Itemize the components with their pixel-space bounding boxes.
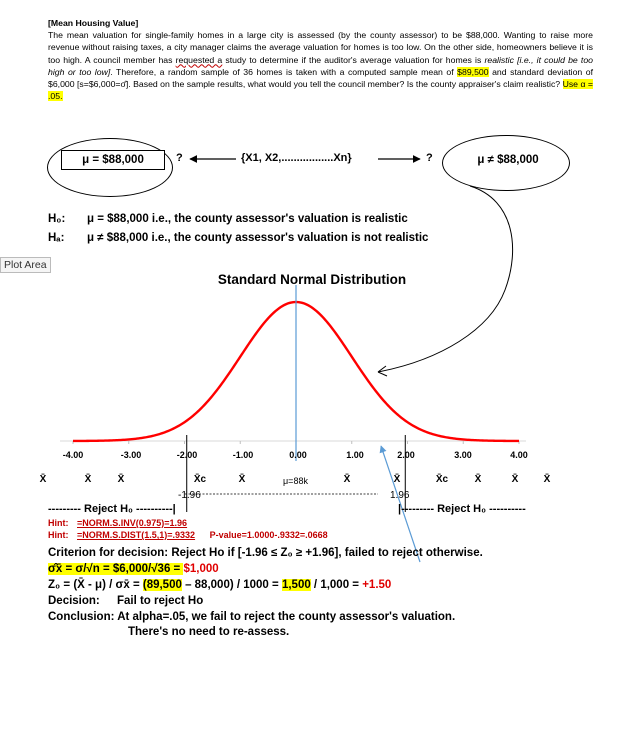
tick-label: -2.00 <box>176 450 198 460</box>
hint-formula-2: =NORM.S.DIST(1.5,1)=.9332 <box>77 530 196 540</box>
se-formula: σ̂x̄ = σ/√n = $6,000/√36 = <box>48 563 184 575</box>
z-diff: 1,500 <box>281 579 311 591</box>
decision-label: Decision: <box>48 595 100 607</box>
neg-critical-label: -1.96 <box>178 490 201 501</box>
problem-text-4: and standard deviation of $6,000 [s=$6,000=σ̂]. Based on the sample results, what would you tell the council member? Is the county appraiser's claim realistic? <box>48 66 593 90</box>
reject-left: --------- Reject H₀ ----------| <box>48 503 176 515</box>
reject-right: |--------- Reject H₀ ---------- <box>398 503 526 515</box>
tick-label: -3.00 <box>120 450 142 460</box>
alt-mu-box: μ ≠ $88,000 <box>477 154 539 166</box>
alpha-highlight: Use α = .05. <box>48 79 593 102</box>
ha-label: Hₐ: <box>48 232 65 244</box>
xbar-c-label: X̄c <box>435 474 449 485</box>
hint-label: Hint: <box>48 530 69 540</box>
hint-formula-1: =NORM.S.INV(0.975)=1.96 <box>77 518 188 528</box>
hint-1 <box>48 518 187 528</box>
curved-arrow <box>378 186 513 372</box>
conclusion-2: There's no need to re-assess. <box>128 626 290 638</box>
right-question: ? <box>426 152 433 164</box>
mu-label: μ=88k <box>283 476 308 486</box>
hint-pvalue: P-value=1.0000-.9332=.0668 <box>209 530 328 540</box>
z-formula: Z₀ = (X̄ - μ) / σx̄ = <box>48 579 143 591</box>
tick-label: -4.00 <box>62 450 84 460</box>
h0-label: H₀: <box>48 213 66 225</box>
z-div: / 1,000 = <box>310 579 363 591</box>
problem-text-1: The mean valuation for single-family homes in a large city is assessed (by the county assessor) to be $88,000. Wanting to raise more revenue without raising taxes, a city manager claims the average valuation for homes is too low. On the other side, homeowners believe it is too high. A council member has <box>48 30 593 65</box>
xbar-label: X̄ <box>511 474 519 485</box>
problem-title: [Mean Housing Value] <box>48 18 139 28</box>
z-mid: – 88,000) / 1000 = <box>181 579 282 591</box>
z-line <box>48 579 391 591</box>
xbar-label: X̄ <box>543 474 551 485</box>
hint-2 <box>48 530 328 540</box>
criterion: Criterion for decision: Reject Ho if [-1.96 ≤ Z₀ ≥ +1.96], failed to reject otherwise. <box>48 547 483 559</box>
xbar-label: X̄ <box>117 474 125 485</box>
problem-text-3: . Therefore, a random sample of 36 homes is taken with a computed sample mean of <box>110 66 458 77</box>
tick-label: 2.00 <box>397 450 415 460</box>
xbar-label: X̄ <box>343 474 351 485</box>
xbar-label: X̄ <box>474 474 482 485</box>
problem-requested: requested a <box>175 54 223 65</box>
tick-label: 4.00 <box>510 450 528 460</box>
decision-line <box>48 595 203 607</box>
sample-mean-highlight: $89,500 <box>457 66 489 77</box>
xbar-c-label: X̄c <box>193 474 207 485</box>
decision-text: Fail to reject Ho <box>116 595 204 607</box>
h0-text: μ = $88,000 i.e., the county assessor's valuation is realistic <box>87 213 408 225</box>
xbar-label: X̄ <box>393 474 401 485</box>
conclusion-1: Conclusion: At alpha=.05, we fail to reject the county assessor's valuation. <box>48 611 456 623</box>
se-value: $1,000 <box>183 563 219 575</box>
hint-label: Hint: <box>48 518 69 528</box>
xbar-label: X̄ <box>238 474 246 485</box>
standard-error-line <box>48 563 219 575</box>
z-sample-mean: (89,500 <box>142 579 182 591</box>
tick-label: 1.00 <box>346 450 364 460</box>
chart-title: Standard Normal Distribution <box>217 272 407 287</box>
z-value: +1.50 <box>362 579 392 591</box>
tick-label: -1.00 <box>232 450 254 460</box>
pos-critical-label: 1.96 <box>390 490 410 501</box>
null-mu-box: μ = $88,000 <box>61 150 165 170</box>
problem-text-2: study to determine if the auditor's average valuation for homes is <box>222 54 485 65</box>
tick-label: 3.00 <box>454 450 472 460</box>
plot-area-tooltip: Plot Area <box>0 257 51 273</box>
ha-text: μ ≠ $88,000 i.e., the county assessor's valuation is not realistic <box>87 232 429 244</box>
tick-label: 0.00 <box>289 450 307 460</box>
xbar-label: X̄ <box>84 474 92 485</box>
left-question: ? <box>176 152 183 164</box>
sample-set: {X1, X2,.................Xn} <box>241 152 352 164</box>
xbar-label: X̄ <box>39 474 47 485</box>
problem-italic: realistic [i.e., it could be too high or too low] <box>48 54 593 77</box>
